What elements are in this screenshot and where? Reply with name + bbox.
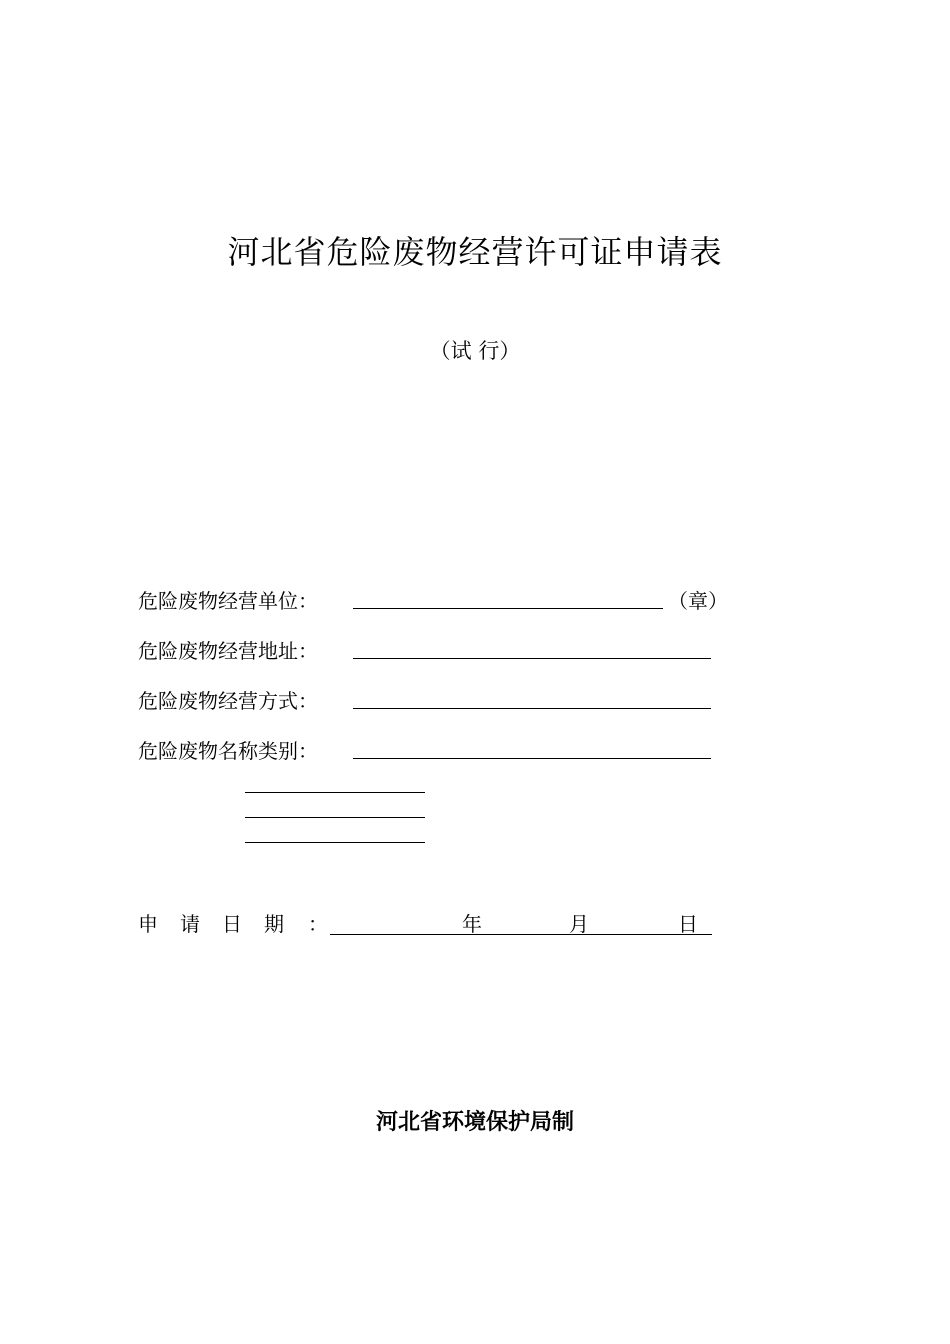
date-year-unit: 年 <box>462 912 482 936</box>
field-input-line-operator-address[interactable] <box>353 636 711 659</box>
extra-input-line-3[interactable] <box>245 842 425 843</box>
field-label-operator-unit: 危险废物经营单位： <box>138 589 318 613</box>
field-input-line-waste-category[interactable] <box>353 736 711 759</box>
extra-input-line-1[interactable] <box>245 792 425 793</box>
date-month-unit: 月 <box>569 912 589 936</box>
application-date-row <box>138 909 738 939</box>
seal-mark: （章） <box>668 589 728 613</box>
document-subtitle: （试 行） <box>429 339 521 363</box>
field-label-operator-address: 危险废物经营地址： <box>138 639 318 663</box>
date-label: 申请日期 <box>138 912 306 936</box>
field-operator-address <box>138 636 738 666</box>
date-input-line[interactable] <box>330 909 712 935</box>
field-waste-category <box>138 736 738 766</box>
document-title: 河北省危险废物经营许可证申请表 <box>227 233 723 271</box>
field-operation-mode <box>138 686 738 716</box>
field-operator-unit <box>138 586 738 616</box>
date-colon: ： <box>308 912 328 936</box>
field-input-line-operation-mode[interactable] <box>353 686 711 709</box>
field-input-line-operator-unit[interactable] <box>353 586 663 609</box>
issuer: 河北省环境保护局制 <box>375 1110 574 1135</box>
field-label-waste-category: 危险废物名称类别： <box>138 739 318 763</box>
date-day-unit: 日 <box>678 912 698 936</box>
extra-input-line-2[interactable] <box>245 817 425 818</box>
field-label-operation-mode: 危险废物经营方式： <box>138 689 318 713</box>
